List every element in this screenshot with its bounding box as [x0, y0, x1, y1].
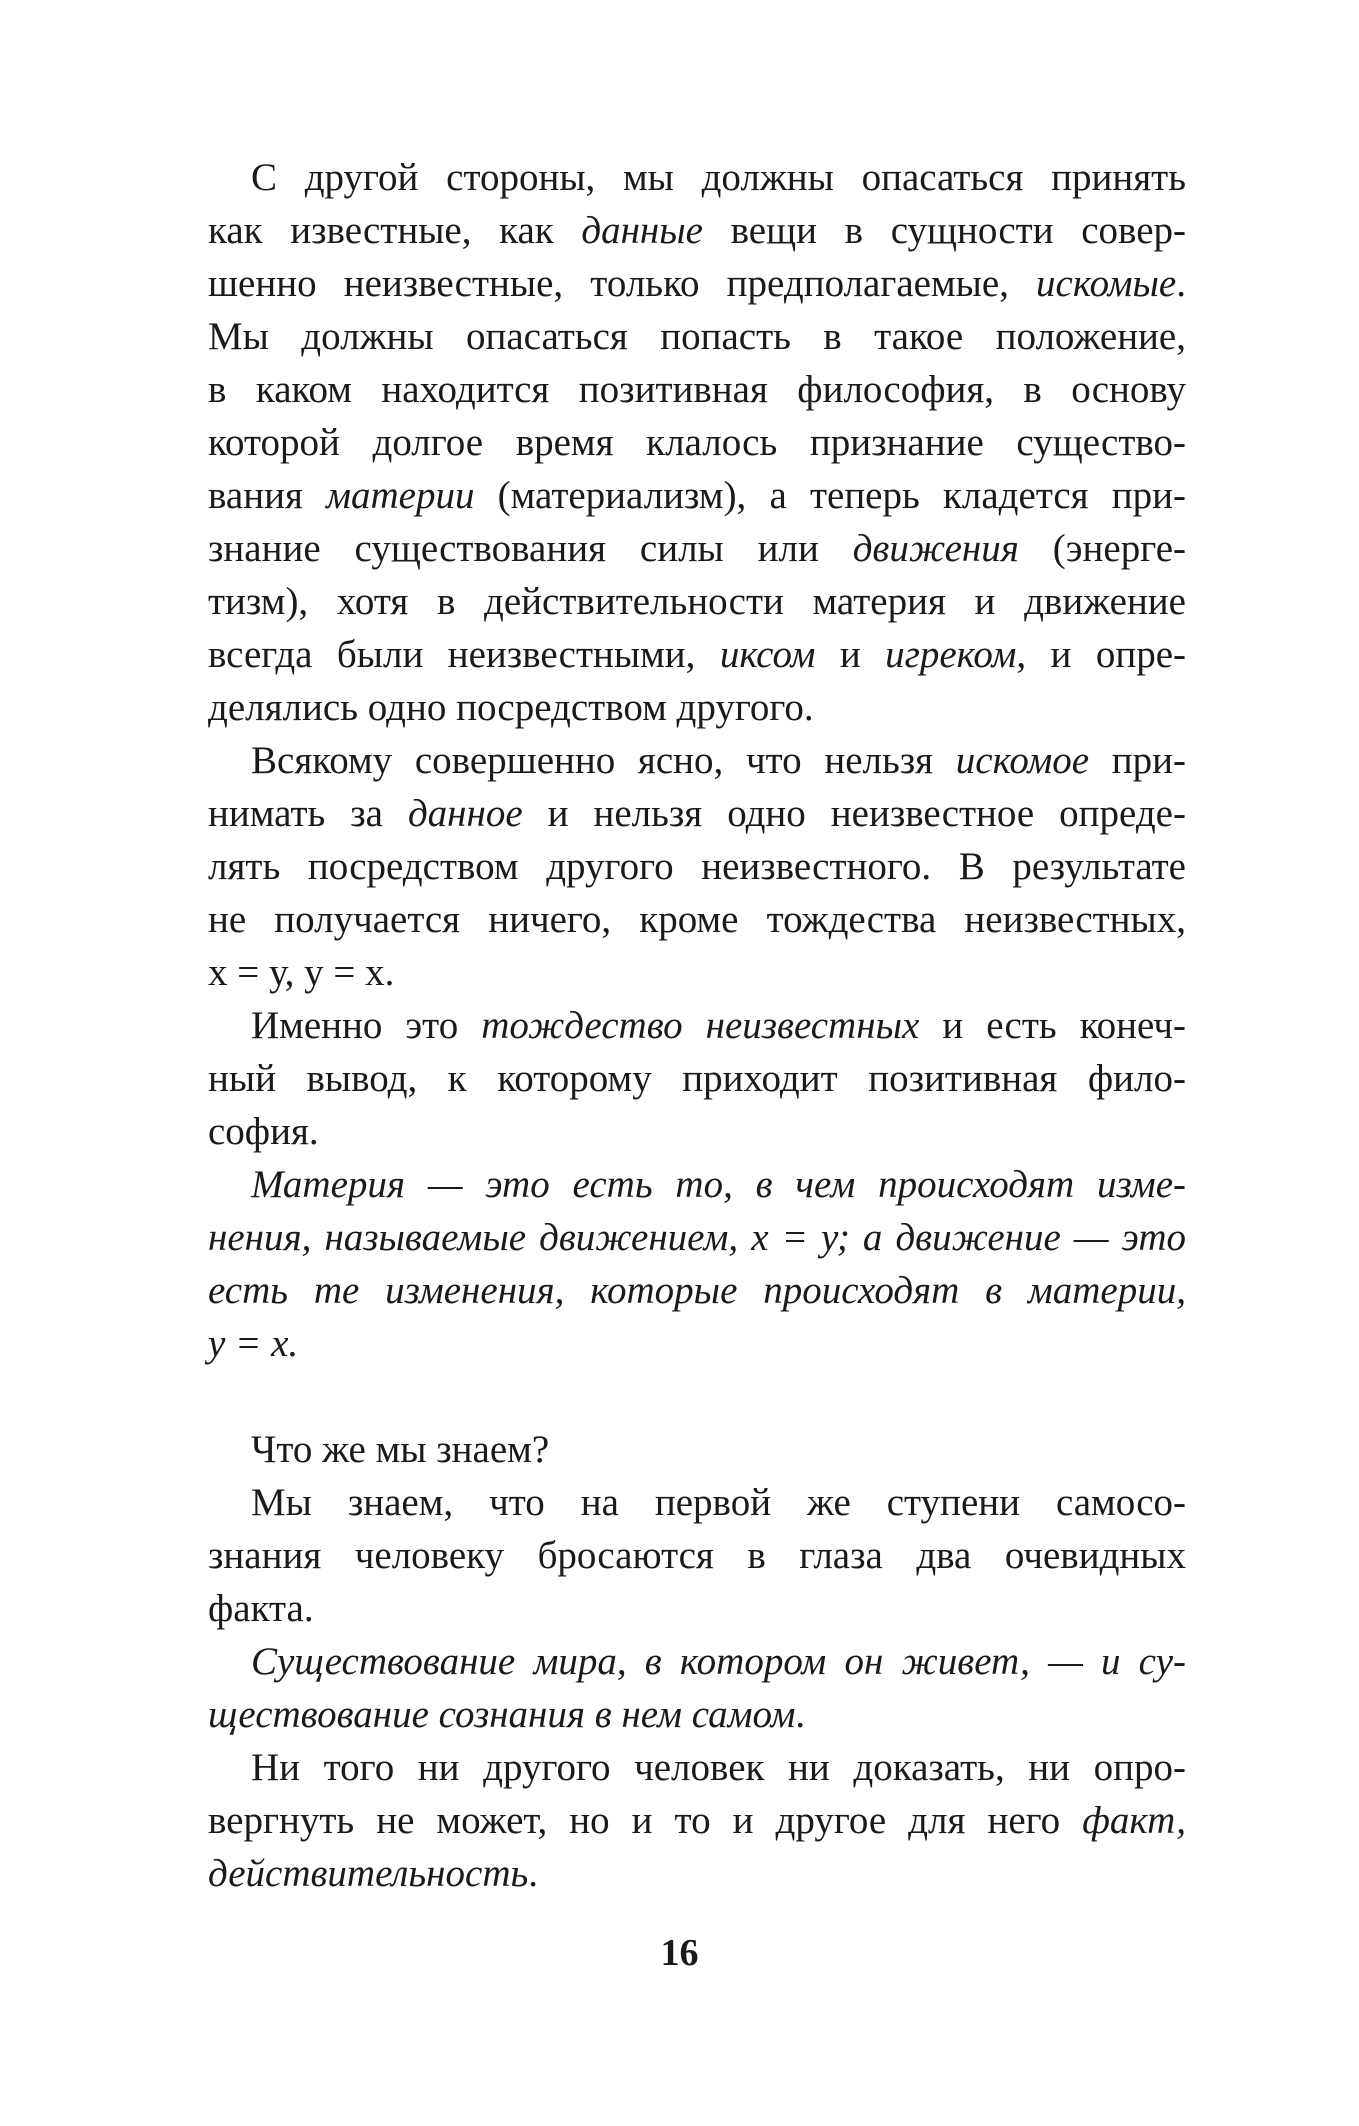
paragraph — [208, 1158, 1186, 1370]
paragraph — [208, 1635, 1186, 1741]
text-run: не получается ничего, кроме тождества неизвестных, — [208, 898, 1186, 941]
italic-text: движения — [852, 527, 1019, 570]
italic-text: у = х. — [208, 1322, 299, 1365]
text-line — [208, 1794, 1186, 1847]
text-run: нимать за — [208, 792, 408, 835]
text-run: всегда были неизвестными, — [208, 633, 720, 676]
text-run: и — [815, 633, 886, 676]
text-run: х = у, у = х. — [208, 951, 395, 994]
text-line — [208, 1317, 1186, 1370]
italic-text: Материя — это есть то, в чем происходят изме- — [251, 1163, 1186, 1206]
text-line — [208, 1052, 1186, 1105]
paragraph — [208, 1423, 1186, 1476]
text-run: ный вывод, к которому приходит позитивная фило- — [208, 1057, 1186, 1100]
text-line — [208, 310, 1186, 363]
text-run: знания человеку бросаются в глаза два очевидных — [208, 1534, 1186, 1577]
text-line — [208, 1105, 1186, 1158]
paragraph — [208, 151, 1186, 734]
text-run: софия. — [208, 1110, 319, 1153]
text-line — [208, 469, 1186, 522]
text-run: вергнуть не может, но и то и другое для него — [208, 1799, 1083, 1842]
text-run: Ни того ни другого человек ни доказать, ни опро- — [251, 1746, 1186, 1789]
text-line — [208, 1211, 1186, 1264]
text-run: как известные, как — [208, 209, 582, 252]
italic-text: искомое — [955, 739, 1090, 782]
text-run: . — [795, 1693, 806, 1736]
paragraph — [208, 999, 1186, 1158]
text-line — [208, 204, 1186, 257]
text-line — [208, 840, 1186, 893]
italic-text: данное — [407, 792, 523, 835]
italic-text: есть те изменения, которые происходят в материи, — [208, 1269, 1186, 1312]
text-run: делялись одно посредством другого. — [208, 686, 814, 729]
text-line — [208, 1529, 1186, 1582]
italic-text: игреком — [885, 633, 1017, 676]
text-line — [208, 681, 1186, 734]
text-run: Что же мы знаем? — [251, 1428, 550, 1471]
italic-text: нения, называемые движением, х = у; а движение — это — [208, 1216, 1186, 1259]
italic-text: действительность — [208, 1852, 529, 1895]
text-line — [208, 734, 1186, 787]
text-run: и нельзя одно неизвестное опреде- — [522, 792, 1186, 835]
italic-text: искомые — [1036, 262, 1177, 305]
text-run: при- — [1089, 739, 1186, 782]
text-line — [208, 151, 1186, 204]
text-line — [208, 257, 1186, 310]
text-run: (материализм), а теперь кладется при- — [474, 474, 1186, 517]
paragraph — [208, 1741, 1186, 1900]
text-run: и есть конеч- — [919, 1004, 1186, 1047]
text-run: факта. — [208, 1587, 314, 1630]
italic-text: иксом — [719, 633, 816, 676]
text-line — [208, 999, 1186, 1052]
text-line — [208, 946, 1186, 999]
text-run: в каком находится позитивная философия, в основу — [208, 368, 1186, 411]
italic-text: ществование сознания в нем самом — [208, 1693, 796, 1736]
section-break — [208, 1370, 1186, 1423]
text-run: Всякому совершенно ясно, что нельзя — [251, 739, 956, 782]
text-line — [208, 1741, 1186, 1794]
paragraph — [208, 734, 1186, 999]
text-line — [208, 1582, 1186, 1635]
text-line — [208, 1688, 1186, 1741]
text-run: С другой стороны, мы должны опасаться принять — [251, 156, 1186, 199]
text-line — [208, 1635, 1186, 1688]
text-line — [208, 575, 1186, 628]
text-run: вещи в сущности совер- — [703, 209, 1186, 252]
text-line — [208, 416, 1186, 469]
text-line — [208, 1476, 1186, 1529]
text-run: . — [528, 1852, 538, 1895]
text-run: (энерге- — [1018, 527, 1186, 570]
page-number: 16 — [660, 1932, 699, 1974]
italic-text: данные — [581, 209, 703, 252]
text-run: тизм), хотя в действительности материя и движение — [208, 580, 1186, 623]
text-line — [208, 628, 1186, 681]
text-line — [208, 522, 1186, 575]
text-run: , и опре- — [1016, 633, 1187, 676]
text-line — [208, 1847, 1186, 1900]
text-run: лять посредством другого неизвестного. В результате — [208, 845, 1186, 888]
text-run: Мы должны опасаться попасть в такое положение, — [208, 315, 1186, 358]
text-line — [208, 787, 1186, 840]
text-line — [208, 1423, 1186, 1476]
italic-text: факт, — [1082, 1799, 1186, 1842]
paragraph — [208, 1476, 1186, 1635]
text-run: шенно неизвестные, только предполагаемые, — [208, 262, 1037, 305]
italic-text: тождество неизвестных — [481, 1004, 920, 1047]
text-run: вания — [208, 474, 327, 517]
italic-text: материи — [326, 474, 475, 517]
text-run: которой долгое время клалось признание существо- — [208, 421, 1186, 464]
text-run: знание существования силы или — [208, 527, 853, 570]
text-run: Мы знаем, что на первой же ступени самосо- — [251, 1481, 1186, 1524]
text-line — [208, 893, 1186, 946]
text-run: . — [1176, 262, 1186, 305]
italic-text: Существование мира, в котором он живет, — и су- — [251, 1640, 1186, 1683]
text-line — [208, 363, 1186, 416]
body-text — [208, 151, 1186, 1900]
text-line — [208, 1158, 1186, 1211]
text-line — [208, 1264, 1186, 1317]
text-run: Именно это — [251, 1004, 482, 1047]
